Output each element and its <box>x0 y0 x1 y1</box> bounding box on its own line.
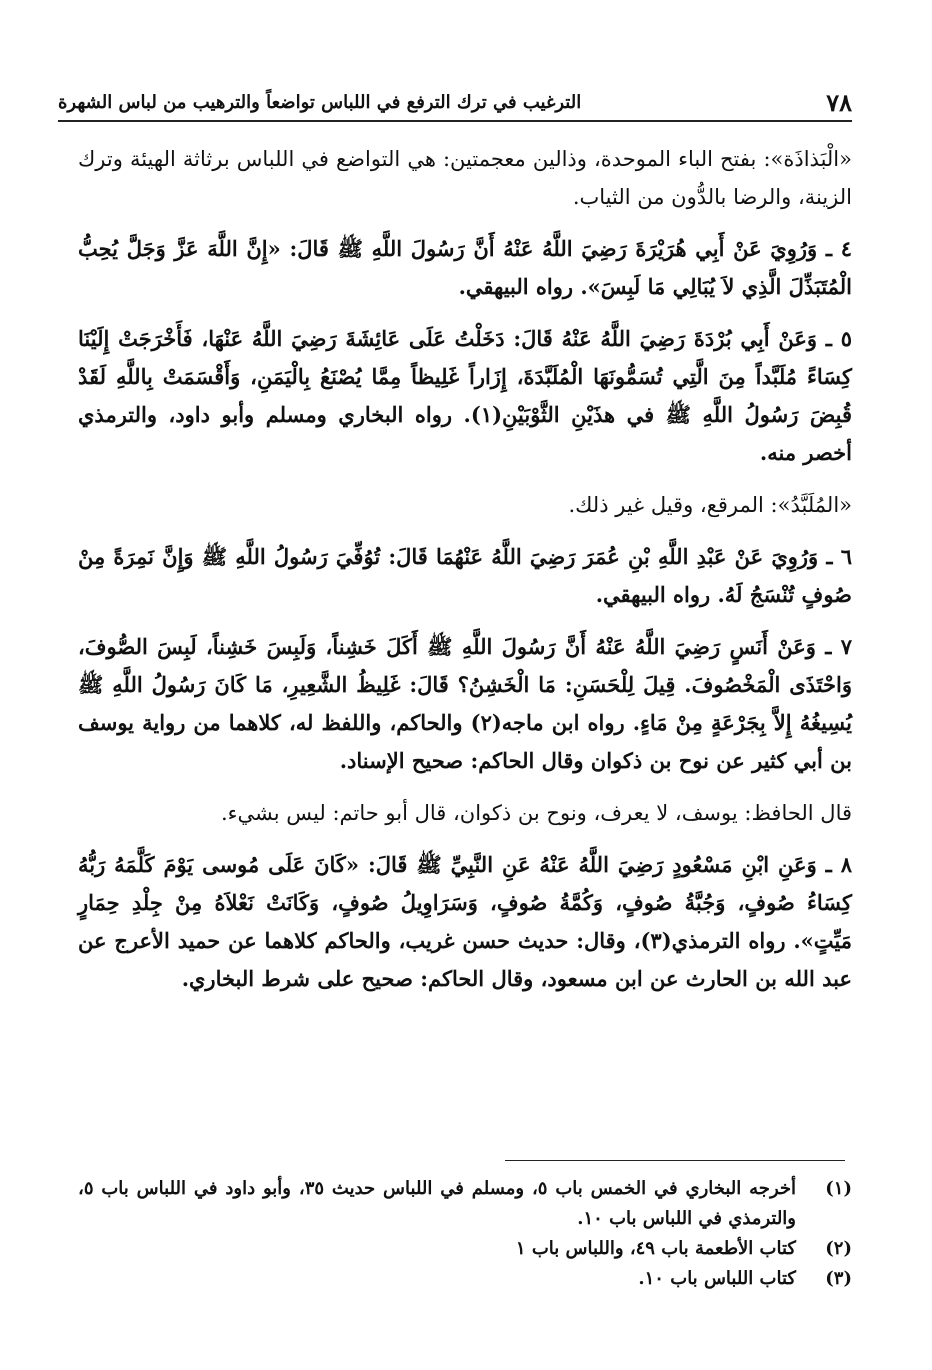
footnote-text: أخرجه البخاري في الخمس باب ٥، ومسلم في اللباس حديث ٣٥، وأبو داود في اللباس باب ٥، والترمذي في اللباس باب ١٠. <box>78 1178 796 1229</box>
footnote-number: (٢) <box>825 1238 852 1259</box>
footnote-2 <box>78 1234 852 1264</box>
page-header <box>58 86 852 122</box>
footnote-3 <box>78 1264 852 1294</box>
page-number: ٧٨ <box>826 88 852 117</box>
footnote-text: كتاب الأطعمة باب ٤٩، واللباس باب ١ <box>515 1238 796 1259</box>
hadith-8: ٨ ـ وَعَنِ ابْنِ مَسْعُودٍ رَضِيَ اللَّهُ عَنْهُ عَنِ النَّبِيِّ ﷺ قَالَ: «كَانَ عَلَى مُوسى يَوْمَ كَلَّمَهُ رَبُّهُ كِسَاءُ صُوفٍ، وَجُبَّةُ صُوفٍ، وَكُمَّةُ صُوفٍ، وَسَرَاوِيلُ صُوفٍ، وَكَانَتْ نَعْلاَهُ مِنْ جِلْدِ حِمَارٍ مَيِّتٍ». رواه الترمذي(٣)، وقال: حديث حسن غريب، والحاكم كلاهما عن حميد الأعرج عن عبد الله بن الحارث عن ابن مسعود، وقال الحاكم: صحيح على شرط البخاري. <box>78 852 853 991</box>
running-title: الترغيب في ترك الترفع في اللباس تواضعاً والترهيب من لباس الشهرة <box>58 92 582 113</box>
footnote-text: كتاب اللباس باب ١٠. <box>638 1268 796 1289</box>
footnotes <box>78 1174 852 1294</box>
footnote-1 <box>78 1174 852 1234</box>
hadith-5: ٥ ـ وَعَنْ أَبِي بُرْدَةَ رَضِيَ اللَّهُ عَنْهُ قَالَ: دَخَلْتُ عَلَى عَائِشَةَ رَضِيَ اللَّهُ عَنْهَا، فَأَخْرَجَتْ إِلَيْنَا كِسَاءً مُلَبَّداً مِنَ الَّتِي تُسَمُّونَهَا الْمُلَبَّدَةَ، إِزَاراً غَلِيظاً مِمَّا يُصْنَعُ بِالْيَمَنِ، وَأَقْسَمَتْ بِاللَّهِ لَقَدْ قُبِضَ رَسُولُ اللَّهِ ﷺ في هذَيْنِ الثَّوْبَيْنِ(١). رواه البخاري ومسلم وأبو داود، والترمذي أخصر منه. <box>78 326 852 465</box>
hafiz-comment: قال الحافظ: يوسف، لا يعرف، ونوح بن ذكوان، قال أبو حاتم: ليس بشيء. <box>220 801 852 825</box>
footnote-number: (١) <box>825 1178 852 1199</box>
footnote-number: (٣) <box>825 1268 852 1289</box>
hadith-4: ٤ ـ وَرُوِيَ عَنْ أَبِي هُرَيْرَةَ رَضِيَ اللَّهُ عَنْهُ أَنَّ رَسُولَ اللَّهِ ﷺ قَالَ: «إِنَّ اللَّهَ عَزَّ وَجَلَّ يُحِبُّ الْمُتَبَذِّلَ الَّذِي لاَ يُبَالِي مَا لَبِسَ». رواه البيهقي. <box>78 236 852 299</box>
footnote-divider <box>505 1160 845 1161</box>
hadith-6: ٦ ـ وَرُوِيَ عَنْ عَبْدِ اللَّهِ بْنِ عُمَرَ رَضِيَ اللَّهُ عَنْهُمَا قَالَ: تُوُفِّيَ رَسُولُ اللَّهِ ﷺ وَإِنَّ نَمِرَةً مِنْ صُوفٍ تُنْسَجُ لَهُ. رواه البيهقي. <box>78 544 852 607</box>
definition-badhadha: «الْبَذاذَة»: بفتح الباء الموحدة، وذالين معجمتين: هي التواضع في اللباس برثاثة الهيئة وترك الزينة، والرضا بالدُّون من الثياب. <box>78 147 852 209</box>
page-body <box>78 140 852 1012</box>
hadith-7: ٧ ـ وَعَنْ أَنَسٍ رَضِيَ اللَّهُ عَنْهُ أَنَّ رَسُولَ اللَّهِ ﷺ أَكَلَ خَشِناً، وَلَبِسَ خَشِناً، لَبِسَ الصُّوفَ، وَاحْتَذَى الْمَخْصُوفَ. قِيلَ لِلْحَسَنِ: مَا الْخَشِنُ؟ قَالَ: غَلِيظُ الشَّعِيرِ، مَا كَانَ رَسُولُ اللَّهِ ﷺ يُسِيغُهُ إِلاَّ بِجَرْعَةٍ مِنْ مَاءٍ. رواه ابن ماجه(٢) والحاكم، واللفظ له، كلاهما من رواية يوسف بن أبي كثير عن نوح بن ذكوان وقال الحاكم: صحيح الإسناد. <box>78 634 853 773</box>
definition-mulabbad: «المُلَبَّدُ»: المرقع، وقيل غير ذلك. <box>568 493 852 517</box>
